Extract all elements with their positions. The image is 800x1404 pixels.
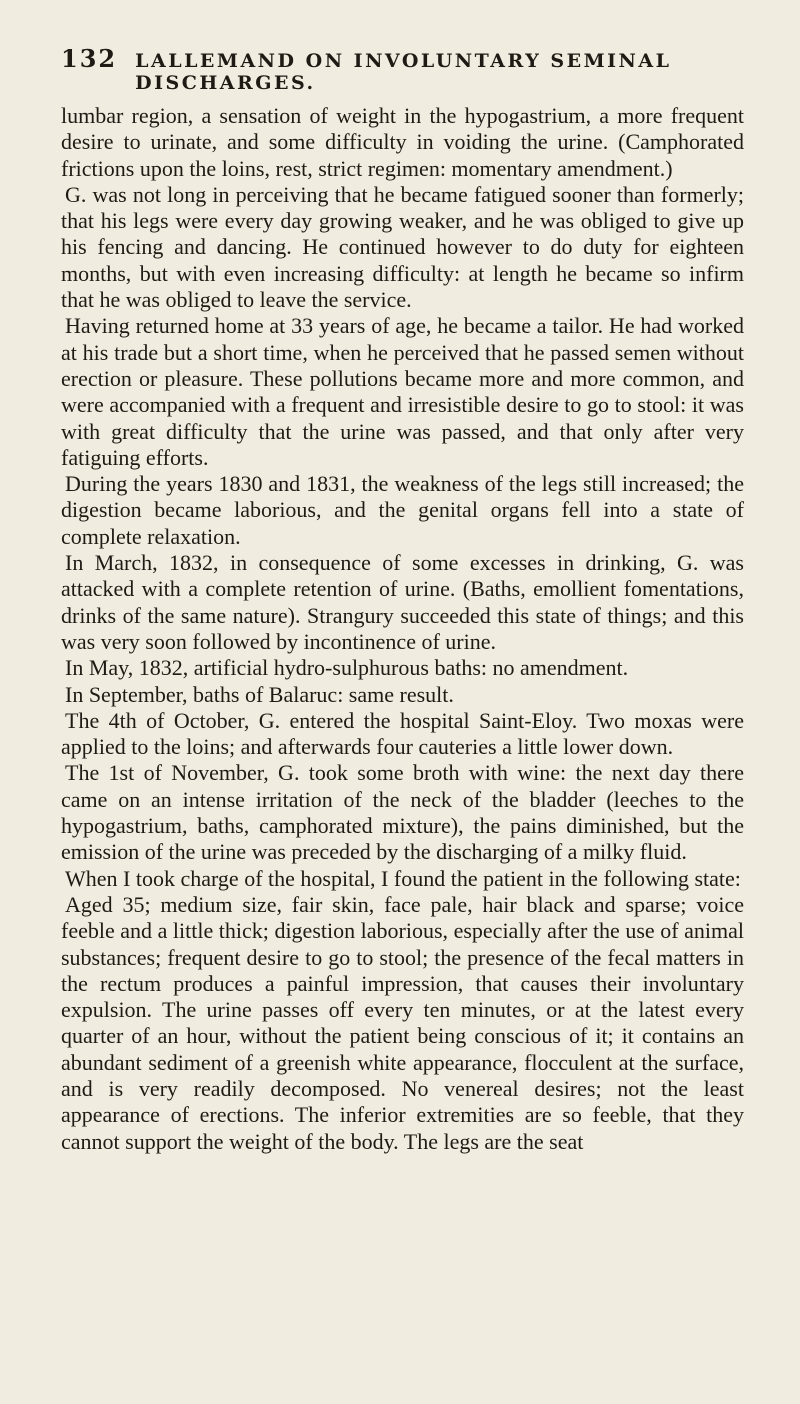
- paragraph-10: When I took charge of the hospital, I found the patient in the following state:: [65, 865, 741, 891]
- paragraph-9: The 1st of November, G. took some broth with wine: the next day there came on an intense irritation of the neck of the bladder (leeches to the hypogastrium, baths, camphorated mixture), the pains diminished, but the emission of the urine was preceded by the discharging of a milky fluid.: [61, 760, 744, 865]
- paragraph-3: Having returned home at 33 years of age, he became a tailor. He had worked at his trade but a short time, when he perceived that he passed semen without erection or pleasure. These pollutions became more and more common, and were accompanied with a frequent and irresistible desire to go to stool: it was with great difficulty that the urine was passed, and that only after very fatiguing efforts.: [61, 313, 744, 470]
- paragraph-8: The 4th of October, G. entered the hospital Saint-Eloy. Two moxas were applied to the loins; and afterwards four cauteries a little lower down.: [61, 707, 744, 760]
- body-text: [61, 103, 744, 1155]
- paragraph-11: Aged 35; medium size, fair skin, face pale, hair black and sparse; voice feeble and a little thick; digestion laborious, especially after the use of animal substances; frequent desire to go to stool; the presence of the fecal matters in the rectum produces a painful impression, that causes their involuntary expulsion. The urine passes off every ten minutes, or at the latest every quarter of an hour, without the patient being conscious of it; it contains an abundant sediment of a greenish white appearance, flocculent at the surface, and is very readily decomposed. No venereal desires; not the least appearance of erections. The inferior extremities are so feeble, that they cannot support the weight of the body. The legs are the seat: [61, 891, 744, 1154]
- paragraph-7: In September, baths of Balaruc: same result.: [65, 681, 454, 707]
- page-number: 132: [61, 44, 118, 73]
- running-title: LALLEMAND ON INVOLUNTARY SEMINAL DISCHARGES.: [135, 50, 672, 94]
- running-head: [61, 44, 744, 92]
- paragraph-2: G. was not long in perceiving that he became fatigued sooner than formerly; that his legs were every day growing weaker, and he was obliged to give up his fencing and dancing. He continued however to do duty for eighteen months, but with even increasing difficulty: at length he became so infirm that he was obliged to leave the service.: [61, 181, 744, 313]
- paragraph-5: In March, 1832, in consequence of some excesses in drinking, G. was attacked with a complete retention of urine. (Baths, emollient fomentations, drinks of the same nature). Strangury succeeded this state of things; and this was very soon followed by incontinence of urine.: [61, 550, 744, 654]
- paragraph-6: In May, 1832, artificial hydro-sulphurous baths: no amendment.: [65, 655, 629, 681]
- paragraph-4: During the years 1830 and 1831, the weakness of the legs still increased; the digestion became laborious, and the genital organs fell into a state of complete relaxation.: [61, 471, 744, 549]
- paragraph-1: lumbar region, a sensation of weight in the hypogastrium, a more frequent desire to urinate, and some difficulty in voiding the urine. (Camphorated frictions upon the loins, rest, strict regimen: momentary amendment.): [61, 103, 744, 181]
